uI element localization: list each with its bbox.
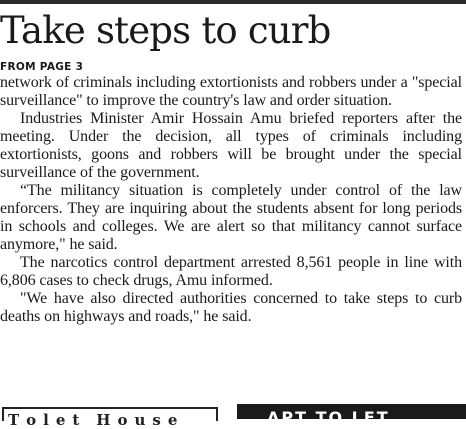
- paragraph: “The militancy situation is completely under control of the law enforcers. They are inquiring about the students absent for long periods in schools and colleges. We are alert so that militancy cannot surface anymore," he said.: [0, 182, 462, 253]
- news-article: [0, 8, 462, 326]
- classified-ad-text-left: T o l e t H o u s e: [8, 411, 180, 429]
- jump-line: FROM PAGE 3: [0, 61, 84, 73]
- classified-ad-text-right: APT TO LET: [267, 408, 390, 427]
- paragraph: The narcotics control department arrested 8,561 people in line with 6,806 cases to check drugs, Amu informed.: [0, 254, 462, 289]
- paragraph: network of criminals including extortionists and robbers under a "special surveillance" to improve the country's law and order situation.: [0, 74, 462, 109]
- article-body: [0, 74, 462, 326]
- classified-ad-box-right: [237, 404, 466, 427]
- headline: Take steps to curb: [0, 9, 331, 52]
- paragraph: "We have also directed authorities concerned to take steps to curb deaths on highways and roads," he said.: [0, 290, 462, 325]
- paragraph: Industries Minister Amir Hossain Amu briefed reporters after the meeting. Under the decision, all types of criminals including extortionists, goons and robbers will be brought under the special surveillance of the government.: [0, 110, 462, 181]
- top-rule: [0, 0, 466, 4]
- classified-ad-box-left: [2, 407, 218, 429]
- bottom-ad-strip: [0, 404, 466, 429]
